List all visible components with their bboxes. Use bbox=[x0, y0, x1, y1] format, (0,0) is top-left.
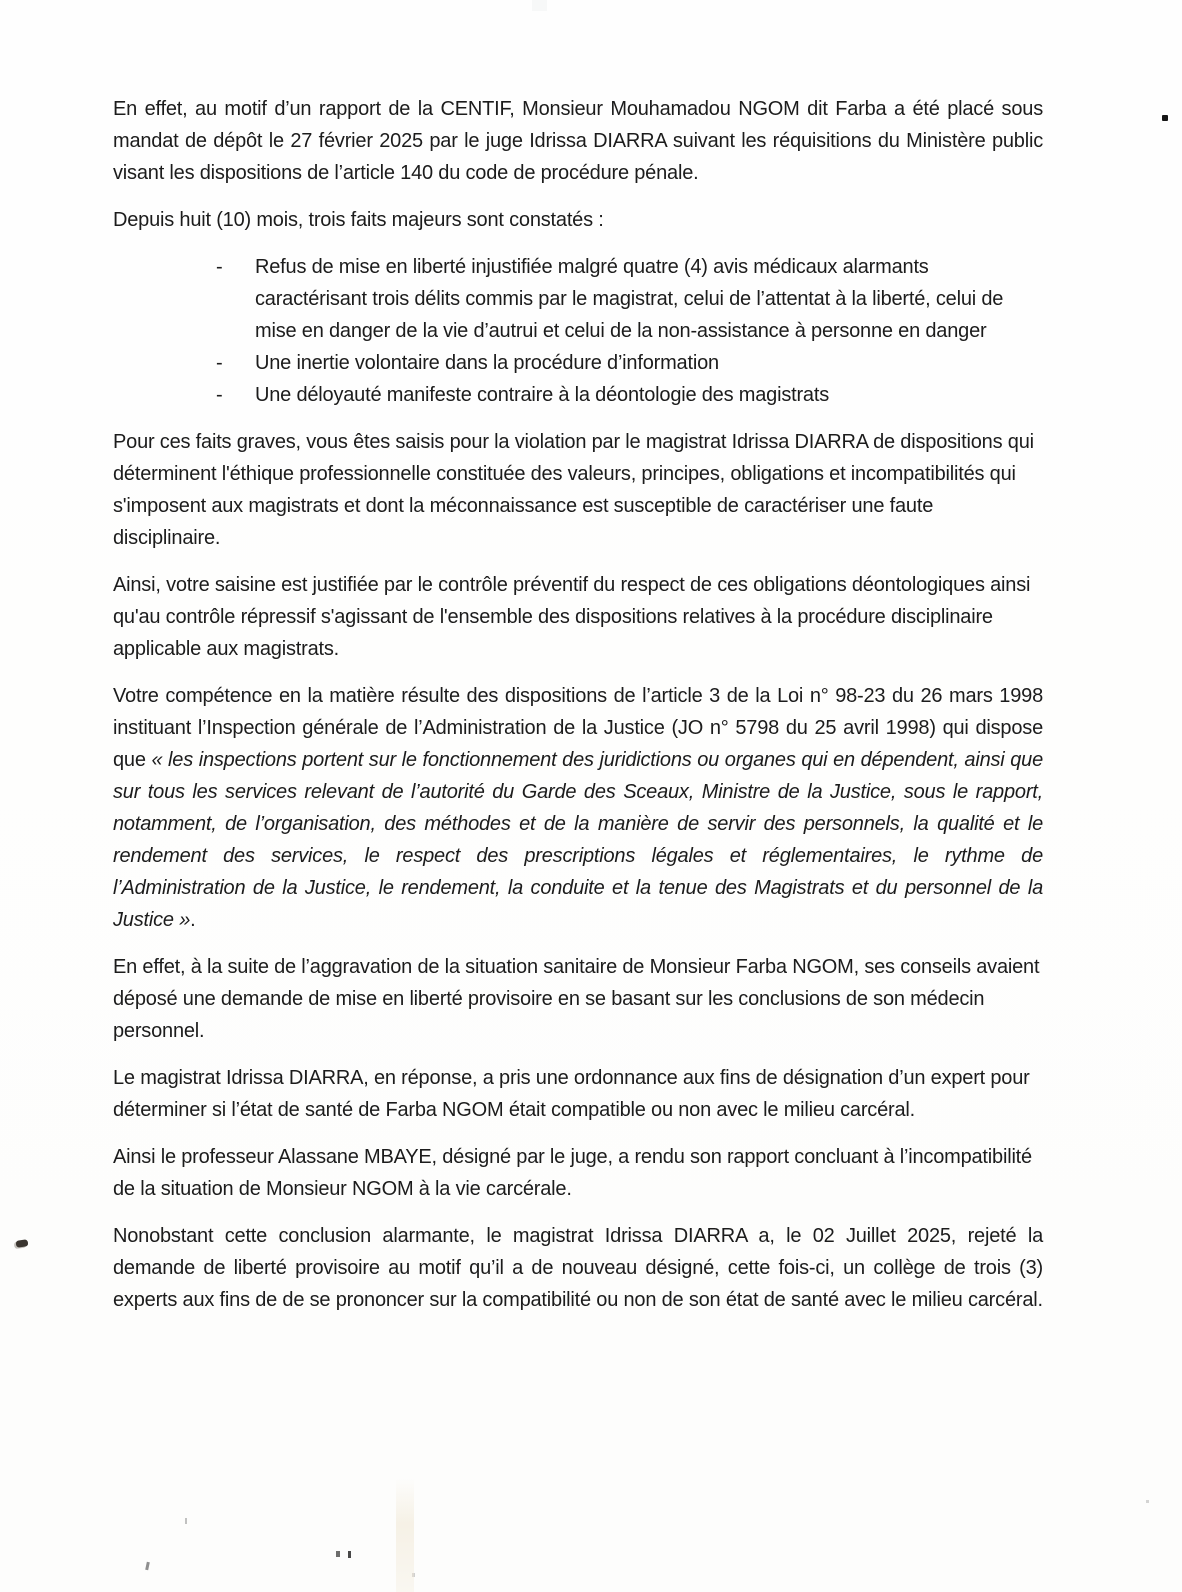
paragraph-trois-faits: Depuis huit (10) mois, trois faits majeurs sont constatés : bbox=[113, 209, 604, 231]
scan-speck bbox=[1146, 1500, 1149, 1503]
list-item-text: Refus de mise en liberté injustifiée malgré quatre (4) avis médicaux alarmants caractérisant trois délits commis par le magistrat, celui de l’attentat à la liberté, celui de mise en danger de la vie d’autrui et celui de la non-assistance à personne en danger bbox=[255, 256, 1004, 342]
bullet-list bbox=[113, 251, 1043, 411]
bullet-dash: - bbox=[216, 352, 223, 374]
list-item bbox=[216, 251, 1043, 347]
paragraph-mandat-depot: En effet, au motif d’un rapport de la CENTIF, Monsieur Mouhamadou NGOM dit Farba a été placé sous mandat de dépôt le 27 février 2025 par le juge Idrissa DIARRA suivant les réquisitions du Ministère public visant les dispositions de l’article 140 du code de procédure pénale. bbox=[113, 98, 1043, 184]
list-item-text: Une inertie volontaire dans la procédure d’information bbox=[255, 352, 719, 374]
paragraph-rejet-liberte: Nonobstant cette conclusion alarmante, le magistrat Idrissa DIARRA a, le 02 Juillet 2025, rejeté la demande de liberté provisoire au motif qu’il a de nouveau désigné, cette fois-ci, un collège de trois (3) experts aux fins de de se prononcer sur la compatibilité ou non de son état de santé avec le milieu carcéral. bbox=[113, 1225, 1043, 1311]
scan-speck bbox=[185, 1518, 187, 1524]
paragraph-saisine-violation: Pour ces faits graves, vous êtes saisis pour la violation par le magistrat Idrissa DIARRA de dispositions qui déterminent l'éthique professionnelle constituée des valeurs, principes, obligations et incompatibilités qui s'imposent aux magistrats et dont la méconnaissance est susceptible de caractériser une faute disciplinaire. bbox=[113, 431, 1034, 549]
list-item bbox=[216, 347, 1043, 379]
list-item-text: Une déloyauté manifeste contraire à la déontologie des magistrats bbox=[255, 384, 830, 406]
scan-patch bbox=[532, 0, 547, 11]
scan-speck-dot bbox=[1162, 115, 1168, 121]
paragraph-competence-loi bbox=[113, 680, 1043, 936]
paragraph-controle-preventif: Ainsi, votre saisine est justifiée par le contrôle préventif du respect de ces obligations déontologiques ainsi qu'au contrôle répressif s'agissant de l'ensemble des dispositions relatives à la procédure disciplinaire applicable aux magistrats. bbox=[113, 574, 1031, 660]
loi-intro-text: Votre compétence en la matière résulte des dispositions de l’article 3 de la Loi n° 98-23 du 26 mars 1998 instituant l’Inspection générale de l’Administration de la Justice (JO n° 5798 du 25 avril 1998) qui dispose que bbox=[113, 685, 1043, 771]
scan-streak bbox=[396, 1478, 414, 1592]
citation-loi-italic: « les inspections portent sur le fonctionnement des juridictions ou organes qui en dépendent, ainsi que sur tous les services relevant de l’autorité du Garde des Sceaux, Ministre de la Justice, sous le rapport, notamment, de l’organisation, des méthodes et de la manière de servir des personnels, la qualité et le rendement des services, le respect des prescriptions légales et réglementaires, le rythme de l’Administration de la Justice, le rendement, la conduite et la tenue des Magistrats et du personnel de la Justice » bbox=[113, 749, 1043, 931]
bullet-dash: - bbox=[216, 384, 223, 406]
scan-speck bbox=[145, 1562, 150, 1570]
list-item bbox=[216, 379, 1043, 411]
bullet-dash: - bbox=[216, 256, 223, 278]
scan-speck bbox=[348, 1551, 351, 1558]
paragraph-rapport-mbaye: Ainsi le professeur Alassane MBAYE, désigné par le juge, a rendu son rapport concluant à l’incompatibilité de la situation de Monsieur NGOM à la vie carcérale. bbox=[113, 1146, 1032, 1200]
scan-blob-left-margin bbox=[16, 1239, 29, 1248]
paragraph-aggravation-sanitaire: En effet, à la suite de l’aggravation de la situation sanitaire de Monsieur Farba NGOM, ses conseils avaient déposé une demande de mise en liberté provisoire en se basant sur les conclusions de son médecin personnel. bbox=[113, 956, 1040, 1042]
paragraph-ordonnance-expert: Le magistrat Idrissa DIARRA, en réponse, a pris une ordonnance aux fins de désignation d’un expert pour déterminer si l’état de santé de Farba NGOM était compatible ou non avec le milieu carcéral. bbox=[113, 1067, 1030, 1121]
scan-speck bbox=[336, 1551, 340, 1557]
citation-period: . bbox=[190, 909, 196, 931]
